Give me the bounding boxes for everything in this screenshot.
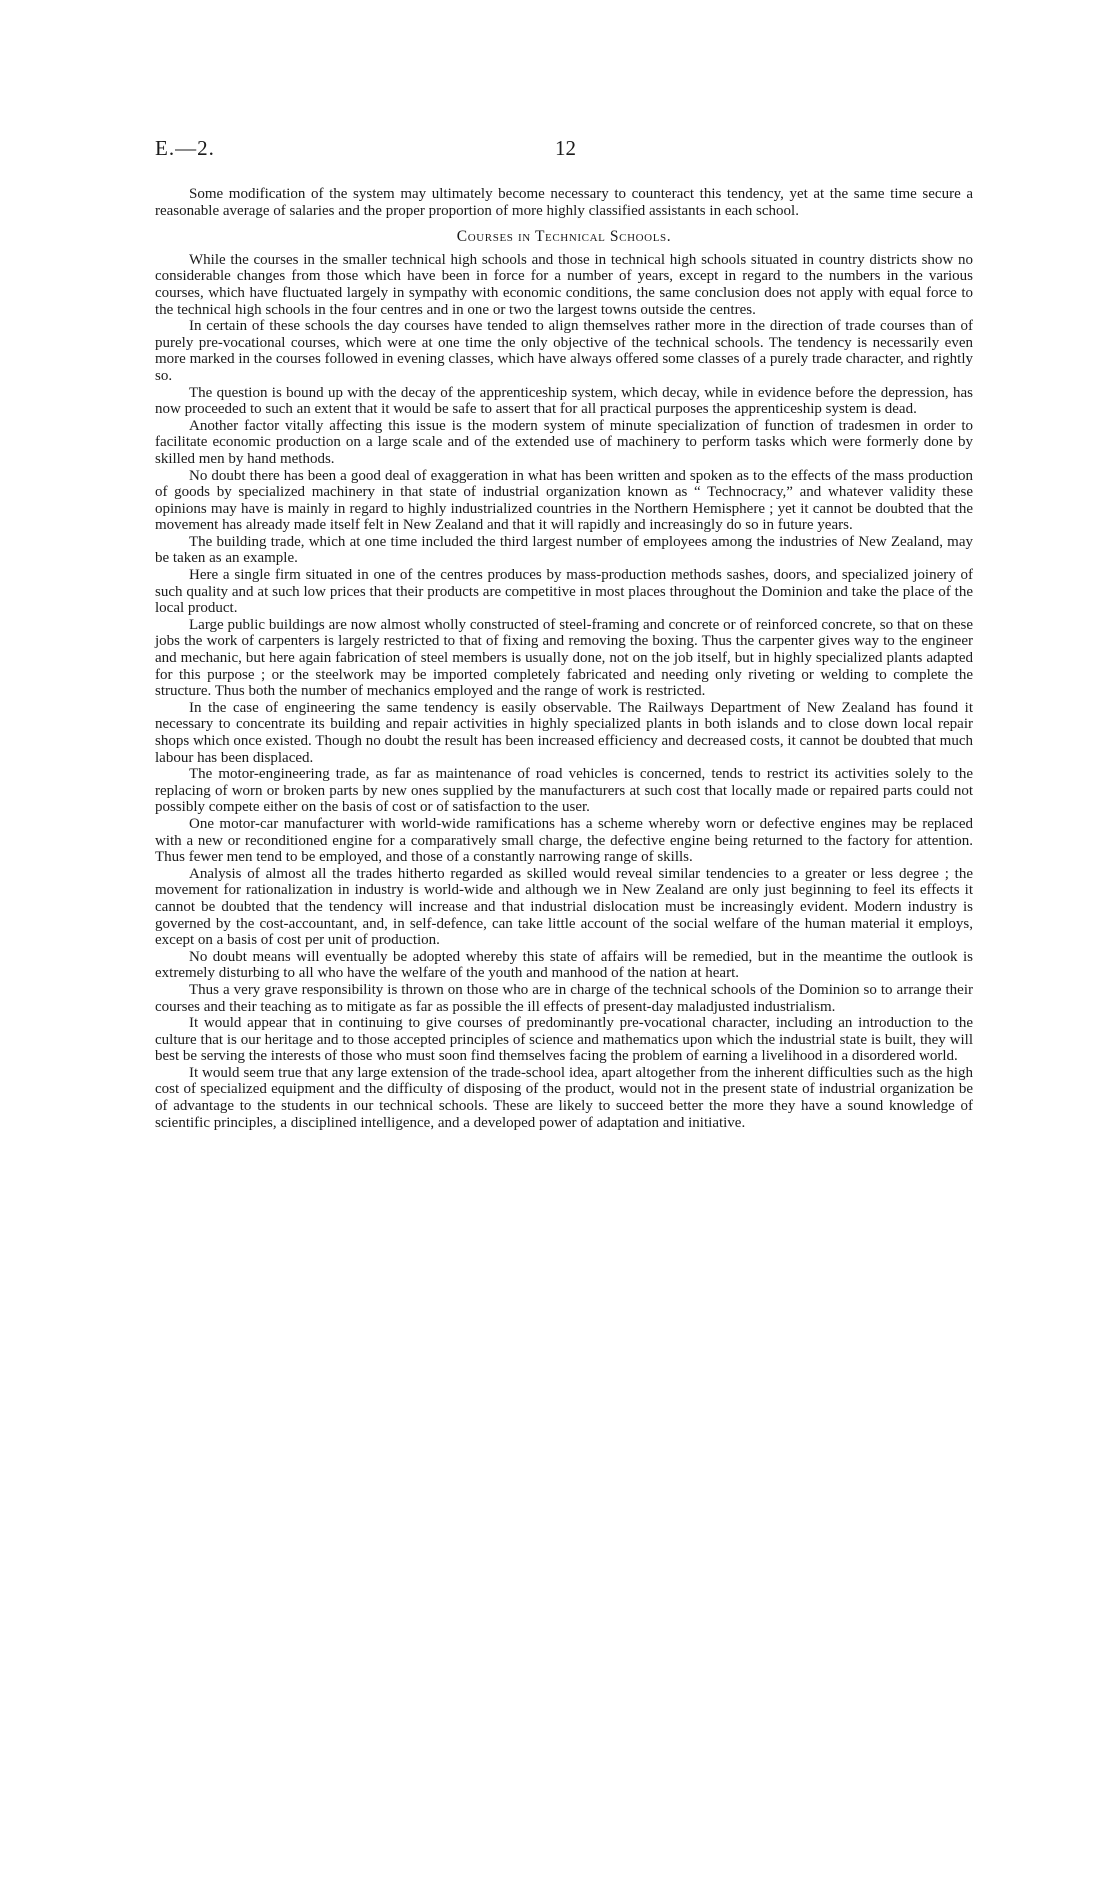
body-text xyxy=(155,186,973,1131)
paragraph-5: No doubt there has been a good deal of exaggeration in what has been written and spoken as to the effects of the mass production of goods by specialized machinery in that state of industrial organization known as “ Technocracy,” and whatever validity these opinions may have is mainly in regard to highly industrialized countries in the Northern Hemisphere ; yet it cannot be doubted that the movement has already made itself felt in New Zealand and that it will rapidly and increasingly do so in future years. xyxy=(155,467,973,534)
intro-paragraph: Some modification of the system may ultimately become necessary to counteract this tendency, yet at the same time secure a reasonable average of salaries and the proper proportion of more highly classified assistants in each school. xyxy=(155,186,973,219)
paragraph-8: Large public buildings are now almost wholly constructed of steel-framing and concrete or of reinforced concrete, so that on these jobs the work of carpenters is largely restricted to that of fixing and removing the boxing. Thus the carpenter gives way to the engineer and mechanic, but here again fabrication of steel members is usually done, not on the job itself, but in highly specialized plants adapted for this purpose ; or the steelwork may be imported completely fabricated and needing only riveting or welding to complete the structure. Thus both the number of mechanics employed and the range of work is restricted. xyxy=(155,616,973,700)
paragraph-2: In certain of these schools the day courses have tended to align themselves rather more in the direction of trade courses than of purely pre-vocational courses, which were at one time the only objective of the technical schools. The tendency is necessarily even more marked in the courses followed in evening classes, which have always offered some classes of a purely trade character, and rightly so. xyxy=(155,318,973,384)
paragraph-1: While the courses in the smaller technical high schools and those in technical high schools situated in country districts show no considerable changes from those which have been in force for a number of years, except in regard to the numbers in the various courses, which have fluctuated largely in sympathy with economic conditions, the same conclusion does not apply with equal force to the technical high schools in the four centres and in one or two the largest towns outside the centres. xyxy=(155,251,973,318)
page-number: 12 xyxy=(555,136,576,160)
paragraph-4: Another factor vitally affecting this issue is the modern system of minute specialization of function of tradesmen in order to facilitate economic production on a large scale and of the extended use of machinery to perform tasks which were formerly done by skilled men by hand methods. xyxy=(155,417,973,467)
paragraph-14: Thus a very grave responsibility is thrown on those who are in charge of the technical schools of the Dominion so to arrange their courses and their teaching as to mitigate as far as possible the ill effects of present-day maladjusted industrialism. xyxy=(155,981,973,1015)
paragraph-9: In the case of engineering the same tendency is easily observable. The Railways Department of New Zealand has found it necessary to concentrate its building and repair activities in highly specialized plants in both islands and to close down local repair shops which once existed. Though no doubt the result has been increased efficiency and decreased costs, it cannot be doubted that much labour has been displaced. xyxy=(155,699,973,766)
paragraph-7: Here a single firm situated in one of the centres produces by mass-production methods sashes, doors, and specialized joinery of such quality and at such low prices that their products are competitive in most places throughout the Dominion and take the place of the local product. xyxy=(155,567,973,617)
paragraph-10: The motor-engineering trade, as far as maintenance of road vehicles is concerned, tends to restrict its activities solely to the replacing of worn or broken parts by new ones supplied by the manufacturers at such cost that locally made or repaired parts could not possibly compete either on the basis of cost or of satisfaction to the user. xyxy=(155,766,973,816)
paragraph-3: The question is bound up with the decay of the apprenticeship system, which decay, while in evidence before the depression, has now proceeded to such an extent that it would be safe to assert that for all practical purposes the apprenticeship system is dead. xyxy=(155,384,973,418)
paragraph-13: No doubt means will eventually be adopted whereby this state of affairs will be remedied, but in the meantime the outlook is extremely disturbing to all who have the welfare of the youth and manhood of the nation at heart. xyxy=(155,948,973,982)
paragraph-16: It would seem true that any large extension of the trade-school idea, apart altogether from the inherent difficulties such as the high cost of specialized equipment and the difficulty of disposing of the product, would not in the present state of industrial organization be of advantage to the students in our technical schools. These are likely to succeed better the more they have a sound knowledge of scientific principles, a disciplined intelligence, and a developed power of adaptation and initiative. xyxy=(155,1064,973,1131)
paragraph-11: One motor-car manufacturer with world-wide ramifications has a scheme whereby worn or defective engines may be replaced with a new or reconditioned engine for a comparatively small charge, the defective engine being returned to the factory for attention. Thus fewer men tend to be employed, and those of a constantly narrowing range of skills. xyxy=(155,815,973,866)
paragraph-15: It would appear that in continuing to give courses of predominantly pre-vocational character, including an introduction to the culture that is our heritage and to those accepted principles of science and mathematics upon which the industrial state is built, they will best be serving the interests of those who must soon find themselves facing the problem of earning a livelihood in a disordered world. xyxy=(155,1015,973,1065)
document-reference: E.—2. xyxy=(155,136,215,160)
section-heading: Courses in Technical Schools. xyxy=(456,228,672,246)
paragraph-6: The building trade, which at one time included the third largest number of employees among the industries of New Zealand, may be taken as an example. xyxy=(155,533,973,567)
paragraph-12: Analysis of almost all the trades hitherto regarded as skilled would reveal similar tendencies to a greater or less degree ; the movement for rationalization in industry is world-wide and although we in New Zealand are only just beginning to feel its effects it cannot be doubted that the tendency will increase and that industrial dislocation must be increasingly evident. Modern industry is governed by the cost-accountant, and, in self-defence, can take little account of the social welfare of the human material it employs, except on a basis of cost per unit of production. xyxy=(155,865,973,949)
running-header xyxy=(155,136,975,162)
